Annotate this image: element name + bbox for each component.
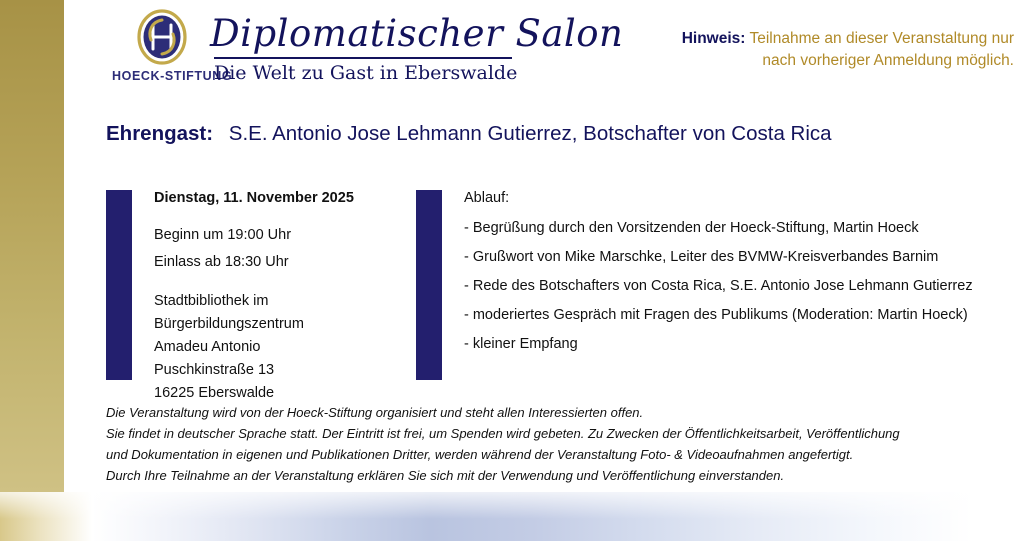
notice-block [654, 28, 1014, 73]
foundation-logo [112, 8, 233, 94]
hoeck-monogram-icon [129, 8, 195, 66]
agenda-item: - kleiner Empfang [464, 336, 578, 352]
agenda-title: Ablauf: [464, 190, 510, 206]
agenda-item: - Rede des Botschafters von Costa Rica, S.E. Antonio Jose Lehmann Gutierrez [464, 278, 973, 294]
footnote [106, 402, 966, 486]
hoeck-monogram-svg [129, 8, 195, 66]
guest-value: S.E. Antonio Jose Lehmann Gutierrez, Botschafter von Costa Rica [228, 122, 832, 145]
spacer [154, 276, 414, 290]
notice-text: Teilnahme an dieser Veranstaltung nur nach vorheriger Anmeldung möglich. [749, 30, 1014, 70]
page-subtitle: Die Welt zu Gast in Eberswalde [214, 61, 518, 84]
bottom-gradient-strip [0, 492, 1024, 541]
venue-line: 16225 Eberswalde [154, 385, 275, 402]
foundation-name: HOECK-STIFTUNG [112, 69, 233, 83]
header [92, 6, 624, 92]
footnote-line: Sie findet in deutscher Sprache statt. Der Eintritt ist frei, um Spenden wird gebeten. Zu Zwecken der Öffentlichkeitsarbeit, Veröffentlichung [106, 426, 900, 442]
event-start-time: Beginn um 19:00 Uhr [154, 227, 292, 243]
venue-line: Bürgerbildungszentrum [154, 315, 304, 332]
event-admission-time: Einlass ab 18:30 Uhr [154, 253, 289, 270]
left-gold-bar [0, 0, 64, 492]
left-column-accent-bar [106, 190, 132, 380]
right-column-accent-bar [416, 190, 442, 380]
footnote-line: und Dokumentation in eigenen und Publikationen Dritter, werden während der Veranstaltung Foto- & Videoaufnahmen angefertigt. [106, 447, 854, 463]
title-divider [214, 57, 512, 59]
agenda-item: - Grußwort von Mike Marschke, Leiter des BVMW-Kreisverbandes Barnim [464, 249, 939, 265]
page-title: Diplomatischer Salon [210, 12, 624, 55]
agenda-item: - moderiertes Gespräch mit Fragen des Publikums (Moderation: Martin Hoeck) [464, 307, 968, 323]
title-block [210, 12, 624, 84]
footnote-line: Durch Ihre Teilnahme an der Veranstaltung erklären Sie sich mit der Verwendung und Veröffentlichung einverstanden. [106, 468, 785, 484]
guest-label: Ehrengast: [106, 122, 214, 145]
venue-line: Stadtbibliothek im [154, 292, 269, 309]
agenda-item: - Begrüßung durch den Vorsitzenden der Hoeck-Stiftung, Martin Hoeck [464, 220, 919, 236]
event-date: Dienstag, 11. November 2025 [154, 190, 354, 206]
footnote-line: Die Veranstaltung wird von der Hoeck-Stiftung organisiert und steht allen Interessierten offen. [106, 405, 644, 420]
venue-line: Amadeu Antonio [154, 339, 261, 355]
agenda-body [464, 190, 1024, 365]
event-venue [154, 290, 414, 406]
notice-label: Hinweis: [681, 30, 746, 47]
event-details-body [154, 190, 414, 406]
venue-line: Puschkinstraße 13 [154, 362, 275, 379]
guest-of-honour [106, 122, 832, 146]
